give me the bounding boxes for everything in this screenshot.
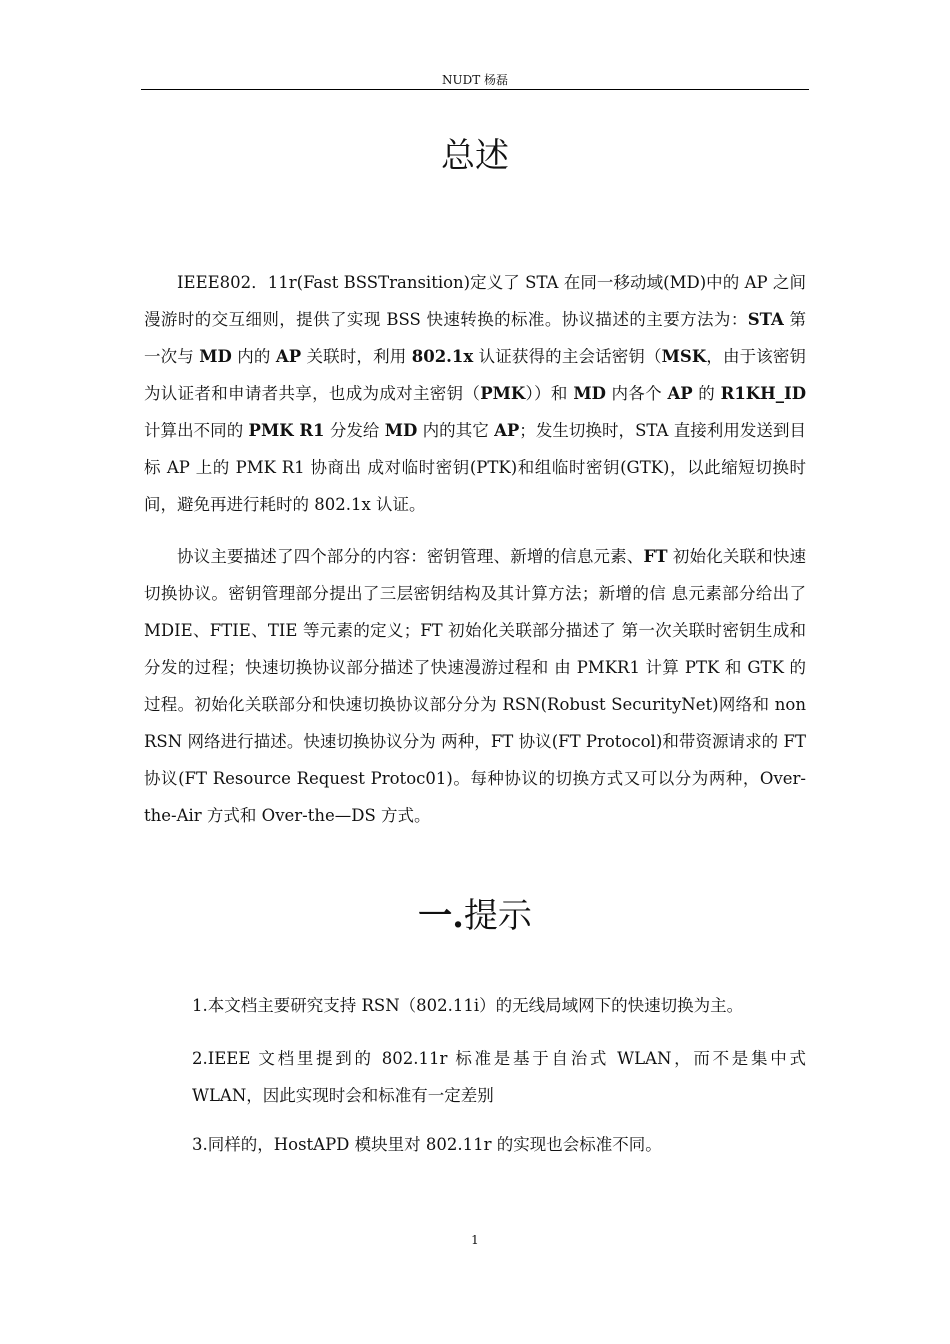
text-run: 认证获得的主会话密钥（ bbox=[473, 347, 662, 366]
text-run: ，由于该密钥为认证者和申请者共享，也成为成对主密钥（ bbox=[144, 347, 806, 403]
text-run: 初始化关联和快速切换协议。密钥管理部分提出了三层密钥结构及其计算方法；新增的信 息元素部分给出了 MDIE、FTIE、TIE 等元素的定义；FT 初始化关联部分描述了 第一次关联时密钥生成和分发的过程；快速切换协议部分描述了快速漫游过程和 由 PMKR1 计算 PTK 和 GTK 的过程。初始化关联部分和快速切换协议部分分为 RSN(Robust SecurityNet)网络和 non RSN 网络进行描述。快速切换协议分为 两种，FT 协议(FT Protocol)和带资源请求的 FT 协议(FT Resource Request Protoc01)。每种协议的切换方式又可以分为两种，Over-the-Air 方式和 Over-the—DS 方式。 bbox=[144, 547, 807, 825]
bold-term: PMK bbox=[480, 384, 526, 403]
text-run: 协议主要描述了四个部分的内容：密钥管理、新增的信息元素、 bbox=[177, 547, 644, 566]
tip-item-1: 1.本文档主要研究支持 RSN（802.11i）的无线局域网下的快速切换为主。 bbox=[192, 996, 744, 1015]
bold-term: FT bbox=[643, 547, 668, 566]
overview-paragraph-1 bbox=[144, 264, 806, 523]
page-header: NUDT 杨磊 bbox=[141, 72, 809, 90]
text-run: 内各个 bbox=[605, 384, 668, 403]
text-run: 内的 bbox=[231, 347, 276, 366]
bold-term: MD bbox=[573, 384, 606, 403]
bold-term: AP bbox=[494, 421, 520, 440]
tip-item-3: 3.同样的，HostAPD 模块里对 802.11r 的实现也会标准不同。 bbox=[192, 1135, 662, 1154]
bold-term: MD bbox=[199, 347, 232, 366]
text-run: 内的其它 bbox=[417, 421, 495, 440]
text-run: IEEE802．11r(Fast BSSTransition)定义了 STA 在同一移动域(MD)中的 AP 之间漫游时的交互细则，提供了实现 BSS 快速转换的标准。协议描述的主要方法为： bbox=[144, 273, 806, 329]
bold-term: AP bbox=[667, 384, 693, 403]
section-heading-tips bbox=[141, 892, 809, 940]
section-number: 一. bbox=[418, 896, 464, 936]
bold-term: MSK bbox=[661, 347, 707, 366]
bold-term: PMK R1 bbox=[248, 421, 325, 440]
bold-term: STA bbox=[747, 310, 784, 329]
text-run: 的 bbox=[692, 384, 721, 403]
bold-term: AP bbox=[275, 347, 302, 366]
tip-item-2: 2.IEEE 文档里提到的 802.11r 标准是基于自治式 WLAN，而不是集中式 WLAN，因此实现时会和标准有一定差别 bbox=[192, 1049, 806, 1105]
text-run: ））和 bbox=[525, 384, 574, 403]
page-number: 1 bbox=[471, 1233, 479, 1247]
section-label: 提示 bbox=[463, 896, 532, 936]
text-run: 第一次与 bbox=[144, 310, 806, 366]
overview-paragraph-2 bbox=[144, 538, 806, 834]
document-title: 总述 bbox=[441, 136, 509, 176]
text-run: ；发生切换时，STA 直接利用发送到目标 AP 上的 PMK R1 协商出 成对临时密钥(PTK)和组临时密钥(GTK)，以此缩短切换时间，避免再进行耗时的 802.1x 认证。 bbox=[144, 421, 806, 514]
text-run: 分发给 bbox=[324, 421, 385, 440]
text-run: 关联时，利用 bbox=[301, 347, 412, 366]
text-run: 计算出不同的 bbox=[144, 421, 249, 440]
bold-term: 802.1x bbox=[411, 347, 474, 366]
bold-term: MD bbox=[384, 421, 418, 440]
bold-term: R1KH_ID bbox=[720, 384, 807, 403]
